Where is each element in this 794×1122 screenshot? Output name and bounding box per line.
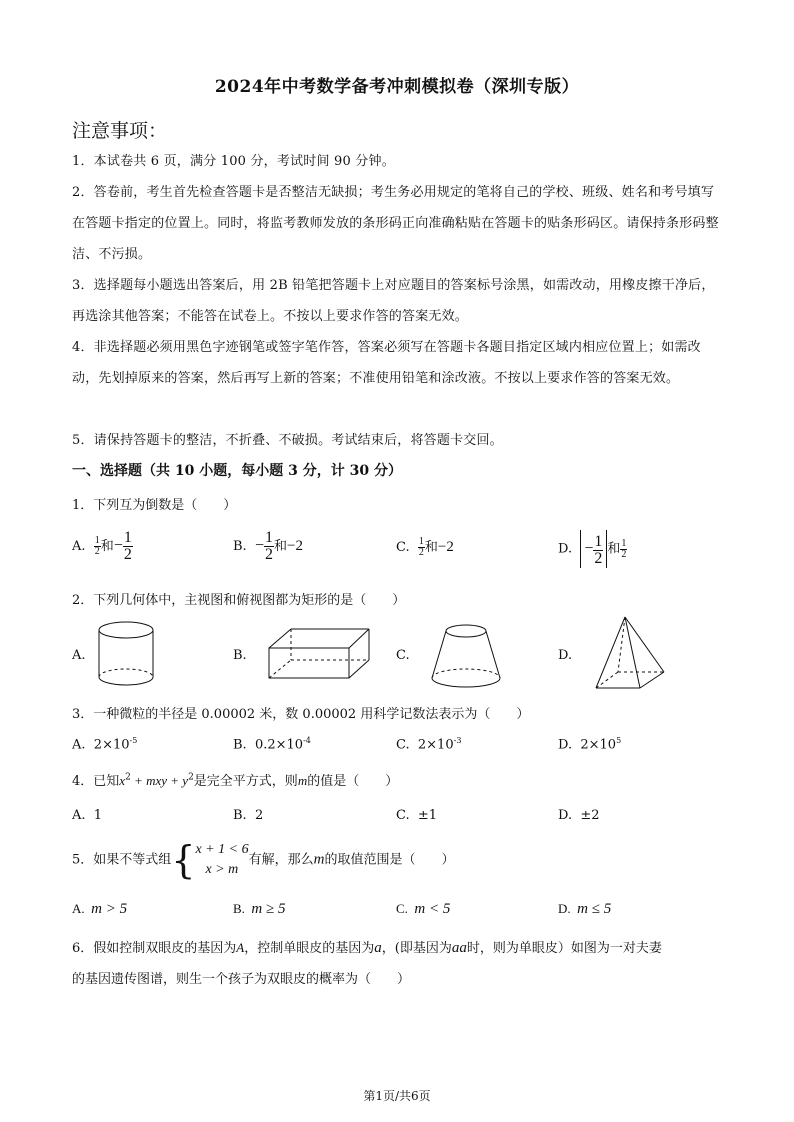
absolute-value: − $\frac{1}{2}$: [580, 530, 607, 568]
q2-option-a[interactable]: A.: [72, 648, 86, 663]
q4-option-b[interactable]: B. 2: [233, 808, 264, 823]
cylinder-figure: [95, 620, 165, 690]
fraction: $\frac{1}{2}$: [264, 529, 273, 563]
q1-option-c[interactable]: C. $\frac{1}{2}$ 和−2: [396, 536, 454, 558]
notes-heading: 注意事项：: [72, 120, 168, 142]
q1-option-a[interactable]: A. $\frac{1}{2}$ 和− $\frac{1}{2}$: [72, 529, 132, 563]
q1-option-b[interactable]: B. − $\frac{1}{2}$ 和−2: [233, 529, 303, 563]
q2-option-d[interactable]: D.: [558, 648, 573, 663]
q3-option-a[interactable]: A. $2\times 10^{-5}$: [72, 736, 138, 753]
q5-option-b[interactable]: B. m ≥ 5: [233, 901, 286, 917]
fraction: $\frac{1}{2}$: [621, 537, 627, 560]
q2-stem: 2．下列几何体中，主视图和俯视图都为矩形的是（ ）: [72, 593, 406, 608]
section-heading: 一、选择题（共 10 小题，每小题 3 分，计 30 分）: [72, 463, 402, 479]
note-3: 3．选择题每小题选出答案后，用 2B 铅笔把答题卡上对应题目的答案标号涂黑，如需改动，用橡皮擦干净后，再选涂其他答案；不能答在试卷上。不按以上要求作答的答案无效。: [72, 278, 715, 324]
q3-stem: 3．一种微粒的半径是 0.00002 米，数 0.00002 用科学记数法表示为（ ）: [72, 707, 530, 722]
note-2: 2．答卷前，考生首先检查答题卡是否整洁无缺损；考生务必用规定的笔将自己的学校、班级、姓名和考号填写在答题卡指定的位置上。同时，将监考教师发放的条形码正向准确粘贴在答题卡的贴条形码区。请保持条形码整洁、不污损。: [72, 185, 719, 262]
brace: {: [171, 838, 196, 882]
note-1: 1．本试卷共 6 页，满分 100 分，考试时间 90 分钟。: [72, 154, 395, 169]
cuboid-figure: [265, 626, 375, 686]
q2-option-c[interactable]: C.: [396, 648, 410, 663]
note-4: 4．非选择题必须用黑色字迹钢笔或签字笔作答，答案必须写在答题卡各题目指定区域内相应位置上；如需改动，先划掉原来的答案，然后再写上新的答案；不准使用铅笔和涂改液。不按以上要求作答的答案无效。: [72, 340, 701, 386]
q5-option-c[interactable]: C. m < 5: [396, 901, 451, 917]
fraction: $\frac{1}{2}$: [94, 535, 100, 557]
fraction: $\frac{1}{2}$: [418, 536, 424, 558]
q4-option-d[interactable]: D. ±2: [558, 808, 600, 823]
exam-title: 2024年中考数学备考冲刺模拟卷（深圳专版）: [214, 77, 580, 97]
q4-option-c[interactable]: C. ±1: [396, 808, 438, 823]
q1-stem: 1．下列互为倒数是（ ）: [72, 498, 237, 513]
q3-option-c[interactable]: C. $2\times 10^{-3}$: [396, 736, 462, 753]
inequality-system: x + 1 < 6 x > m: [195, 842, 249, 877]
q2-option-b[interactable]: B.: [233, 648, 247, 663]
q4-option-a[interactable]: A. 1: [72, 808, 103, 823]
q6-stem: 6．假如控制双眼皮的基因为A，控制单眼皮的基因为a，(即基因为aa时，则为单眼皮）如图为一对夫妻 的基因遗传图谱，则生一个孩子为双眼皮的概率为（ ）: [72, 940, 662, 987]
note-5: 5．请保持答题卡的整洁，不折叠、不破损。考试结束后，将答题卡交回。: [72, 433, 503, 448]
fraction: $\frac{1}{2}$: [123, 529, 132, 563]
q1-option-d[interactable]: D. − $\frac{1}{2}$ 和 $\frac{1}{2}$: [558, 530, 627, 568]
q5-option-a[interactable]: A. m > 5: [72, 901, 128, 917]
q3-option-d[interactable]: D. $2\times 10^5$: [558, 736, 622, 753]
pyramid-figure: [592, 614, 672, 694]
q5-option-d[interactable]: D. m ≤ 5: [558, 901, 612, 917]
q4-stem: 4．已知$x^2$ + mxy + $y^2$是完全平方式，则m的值是（ ）: [72, 772, 399, 789]
q5-stem: 5．如果不等式组{ x + 1 < 6 x > m 有解，那么m的取值范围是（ ）: [72, 838, 455, 882]
page-footer: 第1页/共6页: [363, 1089, 431, 1103]
q3-option-b[interactable]: B. $0.2\times 10^{-4}$: [233, 736, 311, 753]
frustum-figure: [428, 622, 508, 692]
